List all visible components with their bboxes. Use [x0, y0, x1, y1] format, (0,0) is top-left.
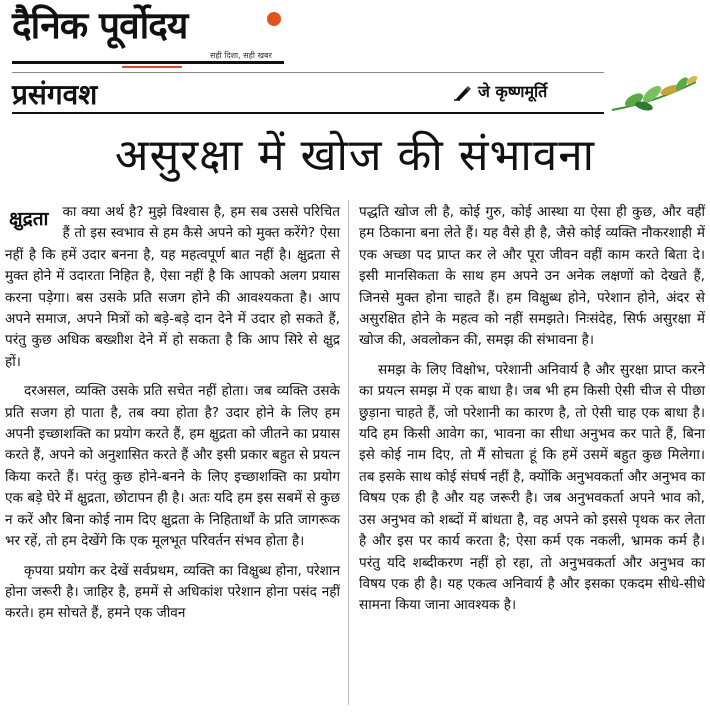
paragraph [5, 202, 340, 373]
masthead-accent-rule [122, 66, 182, 68]
masthead-rule [12, 61, 284, 64]
paragraph: कृपया प्रयोग कर देखें सर्वप्रथम, व्यक्ति का विक्षुब्ध होना, परेशान होना जरूरी है। जाहिर है, हममें से अधिकांश परेशान होना पसंद नहीं करते। हम सोचते हैं, हमने एक जीवन [5, 562, 340, 622]
masthead-dot-logo [267, 12, 281, 26]
byline [454, 80, 547, 102]
masthead-title: दैनिक पूर्वोदय [12, 4, 188, 47]
article-column-left [5, 202, 340, 625]
paragraph: समझ के लिए विक्षोभ, परेशानी अनिवार्य है और सुरक्षा प्राप्त करने का प्रयत्न समझ में एक बाधा है। जब भी हम किसी ऐसी चीज से पीछा छुड़ाना चाहते हैं, जो परेशानी का कारण है, तो ऐसी चाह एक बाधा है। यदि हम किसी आवेग का, भावना का सीधा अनुभव कर पाते हैं, बिना इसे कोई नाम दिए, तो मैं सोचता हूं कि हमें उसमें बहुत कुछ मिलेगा। तब इसके साथ कोई संघर्ष नहीं है, क्योंकि अनुभवकर्ता और अनुभव का विषय एक ही है और यह जरूरी है। जब अनुभवकर्ता अपने भाव को, उस अनुभव को शब्दों में बांधता है, वह अपने को इससे पृथक कर लेता है और इस पर कार्य करता है; ऐसा कर्म एक नकली, भ्रामक कर्म है। परंतु यदि शब्दीकरण नहीं हो रहा, तो अनुभवकर्ता और अनुभव का विषय एक ही है। यह एकत्व अनिवार्य है और इसका एकदम सीधे-सीधे सामना किया जाना आवश्यक है। [359, 361, 705, 614]
article-column-right [359, 202, 705, 617]
paragraph: पद्धति खोज ली है, कोई गुरु, कोई आस्था या ऐसा ही कुछ, और वहीं हम ठिकाना बना लेते हैं। यह वैसे ही है, जैसे कोई व्यक्ति नौकरशाही में एक अच्छा पद प्राप्त कर ले और पूरा जीवन वहीं काम करते बिता दे। इसी मानसिकता के साथ हम अपने उन अनेक लक्षणों को देखते हैं, जिनसे मुक्त होना चाहते हैं। हम विक्षुब्ध होने, परेशान होने, अंदर से असुरक्षित होने के महत्व को नहीं समझते। निःसंदेह, सिर्फ असुरक्षा में खोज की, अवलोकन की, समझ की संभावना है। [359, 204, 705, 349]
byline-author: जे कृष्णमूर्ति [478, 82, 548, 101]
paragraph: दरअसल, व्यक्ति उसके प्रति सचेत नहीं होता। जब व्यक्ति उसके प्रति सजग हो पाता है, तब क्या होता है? उदार होने के लिए हम अपनी इच्छाशक्ति का प्रयोग करते हैं, हम क्षुद्रता को जीतने का प्रयास करते हैं, अपने को अनुशासित करते हैं और इसी प्रकार बहुत से प्रयत्न किया करते हैं। परंतु कुछ होने-बनने के लिए इच्छाशक्ति का प्रयोग एक बड़े घेरे में क्षुद्रता, छोटापन ही है। अतः यदि हम इस सबमें से कुछ न करें और बिना कोई नाम दिए क्षुद्रता के निहितार्थों के प्रति जागरूक भर रहें, तो हम देखेंगे कि एक मूलभूत परिवर्तन संभव होता है। [5, 383, 340, 550]
section-top-rule [12, 72, 604, 73]
masthead-tagline: सही दिशा, सही खबर [210, 51, 272, 60]
masthead [12, 4, 302, 68]
article-headline: असुरक्षा में खोज की संभावना [114, 130, 596, 181]
section-rule [12, 112, 604, 114]
drop-word: क्षुद्रता [9, 208, 49, 230]
column-divider [348, 200, 349, 705]
decorative-leaf-icon [604, 70, 704, 116]
section-label: प्रसंगवश [12, 78, 98, 111]
pen-icon [454, 85, 472, 101]
paragraph-text: का क्या अर्थ है? मुझे विश्वास है, हम सब उससे परिचित हैं तो इस स्वभाव से हम कैसे अपने को मुक्त करेंगे? ऐसा नहीं है कि हमें उदार बनना है, यह महत्वपूर्ण बात नहीं है। क्षुद्रता से मुक्त होने में उदारता निहित है, ऐसा नहीं है कि आपको अलग प्रयास करना पड़ेगा। बस उसके प्रति सजग होने की आवश्यकता है। आप अपने समाज, अपने मित्रों को बड़े-बड़े दान देने में उदार हो सकते हैं, परंतु कुछ अधिक बख्शीश देने में हो सकता है कि आप सिरे से क्षुद्र हों। [5, 204, 340, 370]
